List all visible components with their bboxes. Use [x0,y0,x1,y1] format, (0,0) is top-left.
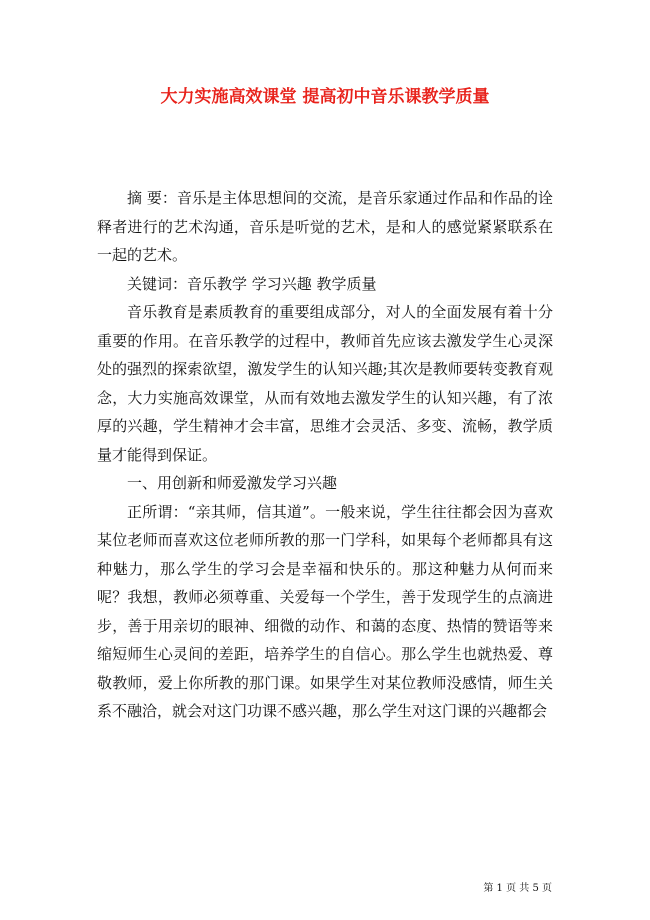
intro-paragraph: 音乐教育是素质教育的重要组成部分，对人的全面发展有着十分重要的作用。在音乐教学的过程中，教师首先应该去激发学生心灵深处的强烈的探索欲望，激发学生的认知兴趣;其次是教师要转变教育观念，大力实施高效课堂，从而有效地去激发学生的认知兴趣，有了浓厚的兴趣，学生精神才会丰富，思维才会灵活、多变、流畅，教学质量才能得到保证。 [97,303,553,464]
abstract-paragraph: 摘 要：音乐是主体思想间的交流，是音乐家通过作品和作品的诠释者进行的艺术沟通，音乐是听觉的艺术，是和人的感觉紧紧联系在一起的艺术。 [97,189,553,264]
document-title: 大力实施高效课堂 提高初中音乐课教学质量 [160,87,490,107]
keywords-paragraph: 关键词：音乐教学 学习兴趣 教学质量 [127,274,377,293]
page-number: 第 1 页 共 5 页 [483,883,552,894]
section-paragraph: 正所谓：“亲其师，信其道”。一般来说，学生往往都会因为喜欢某位老师而喜欢这位老师所教的那一门学科，如果每个老师都具有这种魅力，那么学生的学习会是幸福和快乐的。那这种魅力从何而来呢？我想，教师必须尊重、关爱每一个学生，善于发现学生的点滴进步，善于用亲切的眼神、细微的动作、和蔼的态度、热情的赞语等来缩短师生心灵间的差距，培养学生的自信心。那么学生也就热爱、尊敬教师，爱上你所教的那门课。如果学生对某位教师没感情，师生关系不融洽，就会对这门功课不感兴趣，那么学生对这门课的兴趣都会 [97,502,553,720]
section-heading: 一、用创新和师爱激发学习兴趣 [127,474,338,492]
document-body [97,184,553,726]
